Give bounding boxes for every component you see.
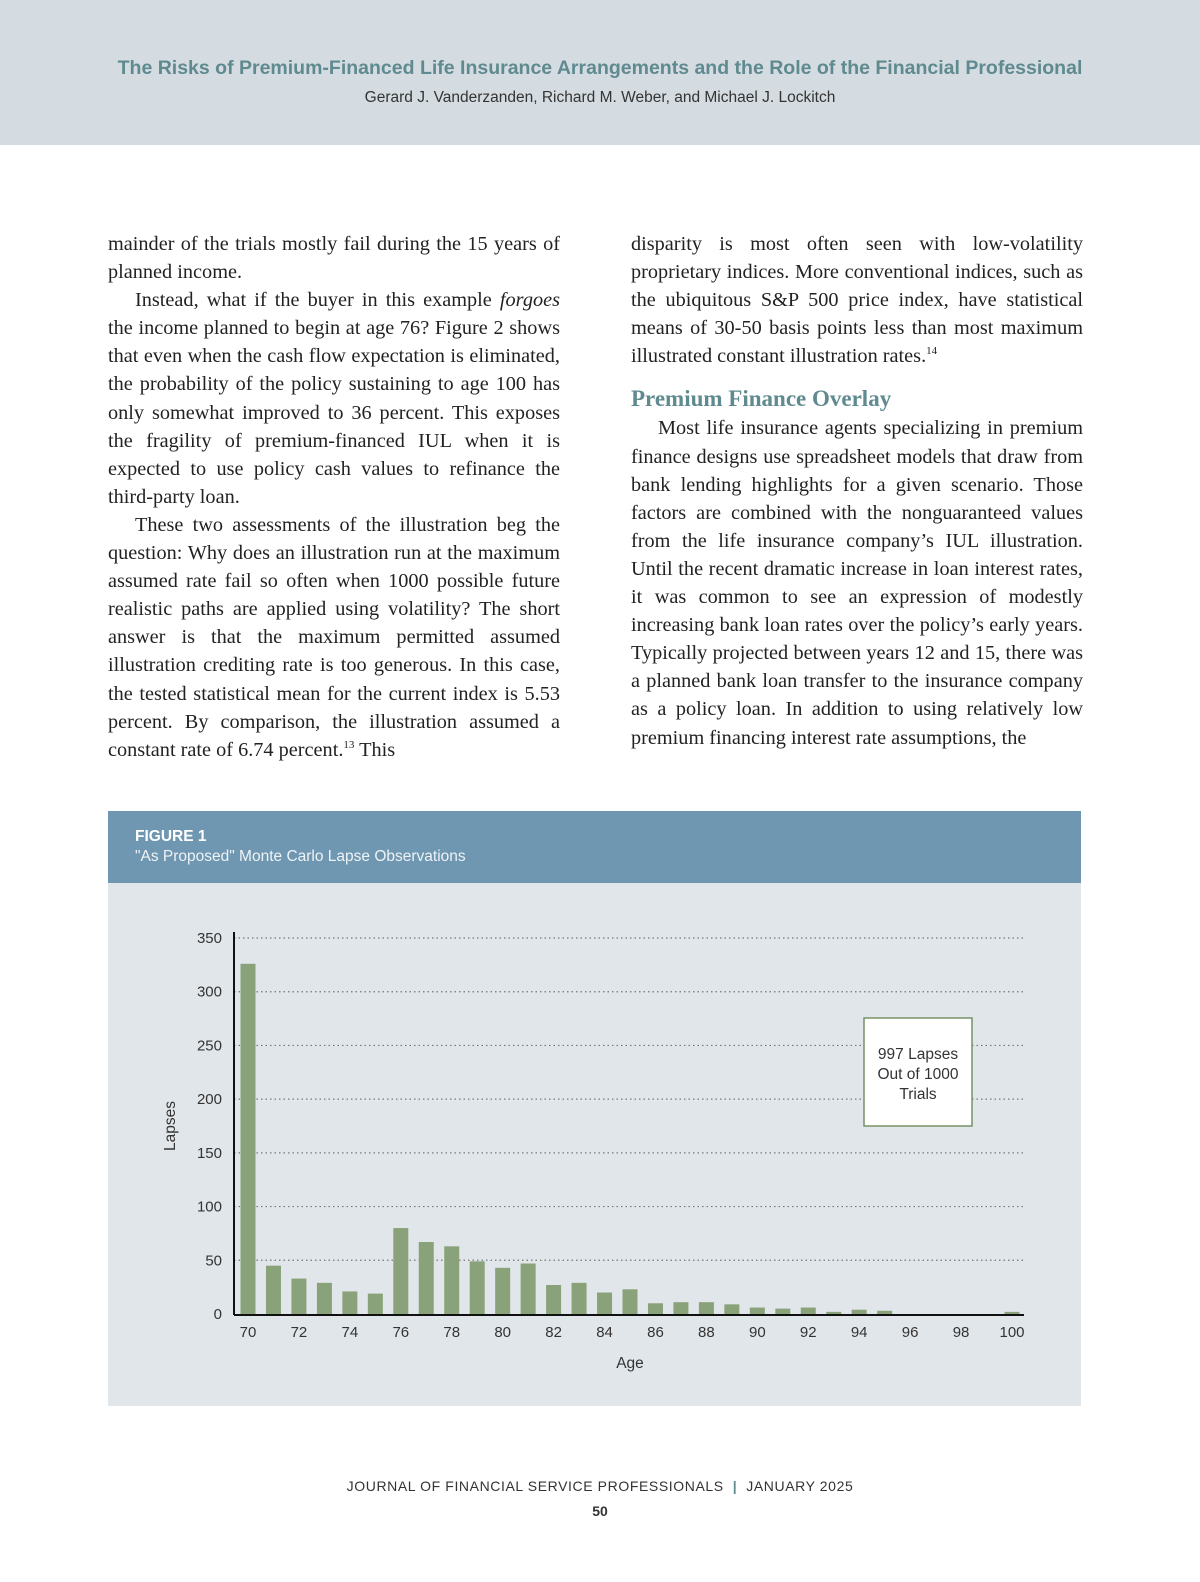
bar [877, 1311, 892, 1314]
figure-label: FIGURE 1 [135, 828, 207, 845]
bar [495, 1268, 510, 1314]
bar [852, 1310, 867, 1314]
bar [317, 1283, 332, 1314]
bar [699, 1302, 714, 1314]
bar [444, 1246, 459, 1314]
x-tick-label: 96 [901, 1324, 919, 1341]
bar [775, 1309, 790, 1314]
x-tick-label: 98 [952, 1324, 970, 1341]
y-tick-label: 300 [196, 983, 222, 1001]
bar [266, 1266, 281, 1314]
annotation-text: 997 Lapses [877, 1046, 959, 1063]
annotation-text: Out of 1000 [877, 1066, 959, 1083]
bar [750, 1308, 765, 1314]
annotation-text: Trials [899, 1086, 937, 1103]
bar [546, 1285, 561, 1314]
running-header [0, 0, 1200, 145]
footnote-ref: 14 [926, 345, 938, 358]
bar [470, 1261, 485, 1314]
article-title: The Risks of Premium-Financed Life Insurance Arrangements and the Role of the Financial Professional [117, 57, 1083, 79]
section-heading: Premium Finance Overlay [631, 386, 892, 412]
x-axis-label: Age [616, 1355, 644, 1372]
paragraph: disparity is most often seen with low-volatility proprietary indices. More conventional indices, such as the ubiquitous S&P 500 price index, have statistical means of 30-50 basis points less than most maximum illustrated constant illustration rates.$^{14}$ [631, 233, 1083, 368]
bar [572, 1283, 587, 1314]
x-tick-label: 100 [999, 1324, 1025, 1341]
bar [241, 964, 256, 1314]
y-tick-label: 100 [196, 1198, 222, 1216]
figure-1 [108, 811, 1081, 1406]
x-tick-label: 80 [494, 1324, 512, 1341]
issue-date: JANUARY 2025 [746, 1478, 854, 1494]
right-column [631, 230, 1083, 752]
footnote-ref: 13 [343, 738, 355, 751]
bar [724, 1304, 739, 1314]
bar [623, 1289, 638, 1314]
bar [826, 1312, 841, 1314]
bar [648, 1303, 663, 1314]
journal-name: JOURNAL OF FINANCIAL SERVICE PROFESSIONALS [346, 1478, 724, 1494]
bar [521, 1264, 536, 1314]
left-column [108, 230, 560, 764]
bar [368, 1294, 383, 1314]
x-tick-label: 92 [799, 1324, 817, 1341]
bar [342, 1291, 357, 1314]
x-tick-label: 86 [647, 1324, 664, 1341]
x-tick-label: 94 [850, 1324, 868, 1341]
paragraph: mainder of the trials mostly fail during the 15 years of planned income. [108, 233, 560, 284]
footer-separator: | [732, 1478, 738, 1494]
bar [291, 1279, 306, 1314]
y-tick-label: 250 [196, 1037, 222, 1055]
x-tick-label: 88 [698, 1324, 715, 1341]
bar [419, 1242, 434, 1314]
bar [801, 1308, 816, 1314]
x-tick-label: 82 [545, 1324, 562, 1341]
y-tick-label: 200 [196, 1091, 222, 1109]
bar [1005, 1312, 1020, 1314]
paragraph: Instead, what if the buyer in this example forgoes the income planned to begin at age 76? Figure 2 shows that even when the cash flow expectation is eliminated, the probability of the policy sustaining to age 100 has only somewhat improved to 36 percent. This exposes the fragility of premium-financed IUL when it is expected to use policy cash values to refinance the third-party loan. [108, 289, 560, 508]
page-footer [0, 1478, 1200, 1494]
x-tick-label: 78 [443, 1324, 461, 1341]
x-tick-label: 76 [392, 1324, 410, 1341]
x-tick-label: 84 [596, 1324, 613, 1341]
y-tick-label: 0 [213, 1306, 222, 1323]
article-authors: Gerard J. Vanderzanden, Richard M. Weber, and Michael J. Lockitch [364, 89, 836, 106]
y-tick-label: 150 [196, 1144, 222, 1162]
bar [597, 1293, 612, 1314]
y-tick-label: 350 [196, 930, 222, 947]
y-tick-label: 50 [205, 1252, 222, 1270]
y-axis-label: Lapses [162, 1101, 179, 1151]
bar [673, 1302, 688, 1314]
figure-caption: "As Proposed" Monte Carlo Lapse Observations [135, 848, 466, 865]
x-tick-label: 70 [239, 1324, 257, 1341]
x-tick-label: 72 [290, 1324, 308, 1341]
x-tick-label: 90 [748, 1324, 766, 1341]
lapse-bar-chart [108, 811, 1081, 1406]
page-number: 50 [592, 1503, 608, 1519]
figure-header [108, 811, 1081, 883]
paragraph: These two assessments of the illustration beg the question: Why does an illustration run at the maximum assumed rate fail so often when 1000 possible future realistic paths are applied using volatility? The short answer is that the maximum permitted assumed illustration crediting rate is too generous. In this case, the tested statistical mean for the current index is 5.53 percent. By comparison, the illustration assumed a constant rate of 6.74 percent.$^{13}$ This [108, 513, 560, 761]
x-tick-label: 74 [341, 1324, 359, 1341]
paragraph: Most life insurance agents specializing in premium finance designs use spreadsheet models that draw from bank lending highlights for a given scenario. Those factors are combined with the nonguaranteed values from the life insurance company’s IUL illustration. Until the recent dramatic increase in loan interest rates, it was common to see an expression of modestly increasing bank loan rates over the policy’s early years. Typically projected between years 12 and 15, there was a planned bank loan transfer to the insurance company as a policy loan. In addition to using relatively low premium financing interest rate assumptions, the [631, 417, 1083, 749]
bar [393, 1228, 408, 1314]
